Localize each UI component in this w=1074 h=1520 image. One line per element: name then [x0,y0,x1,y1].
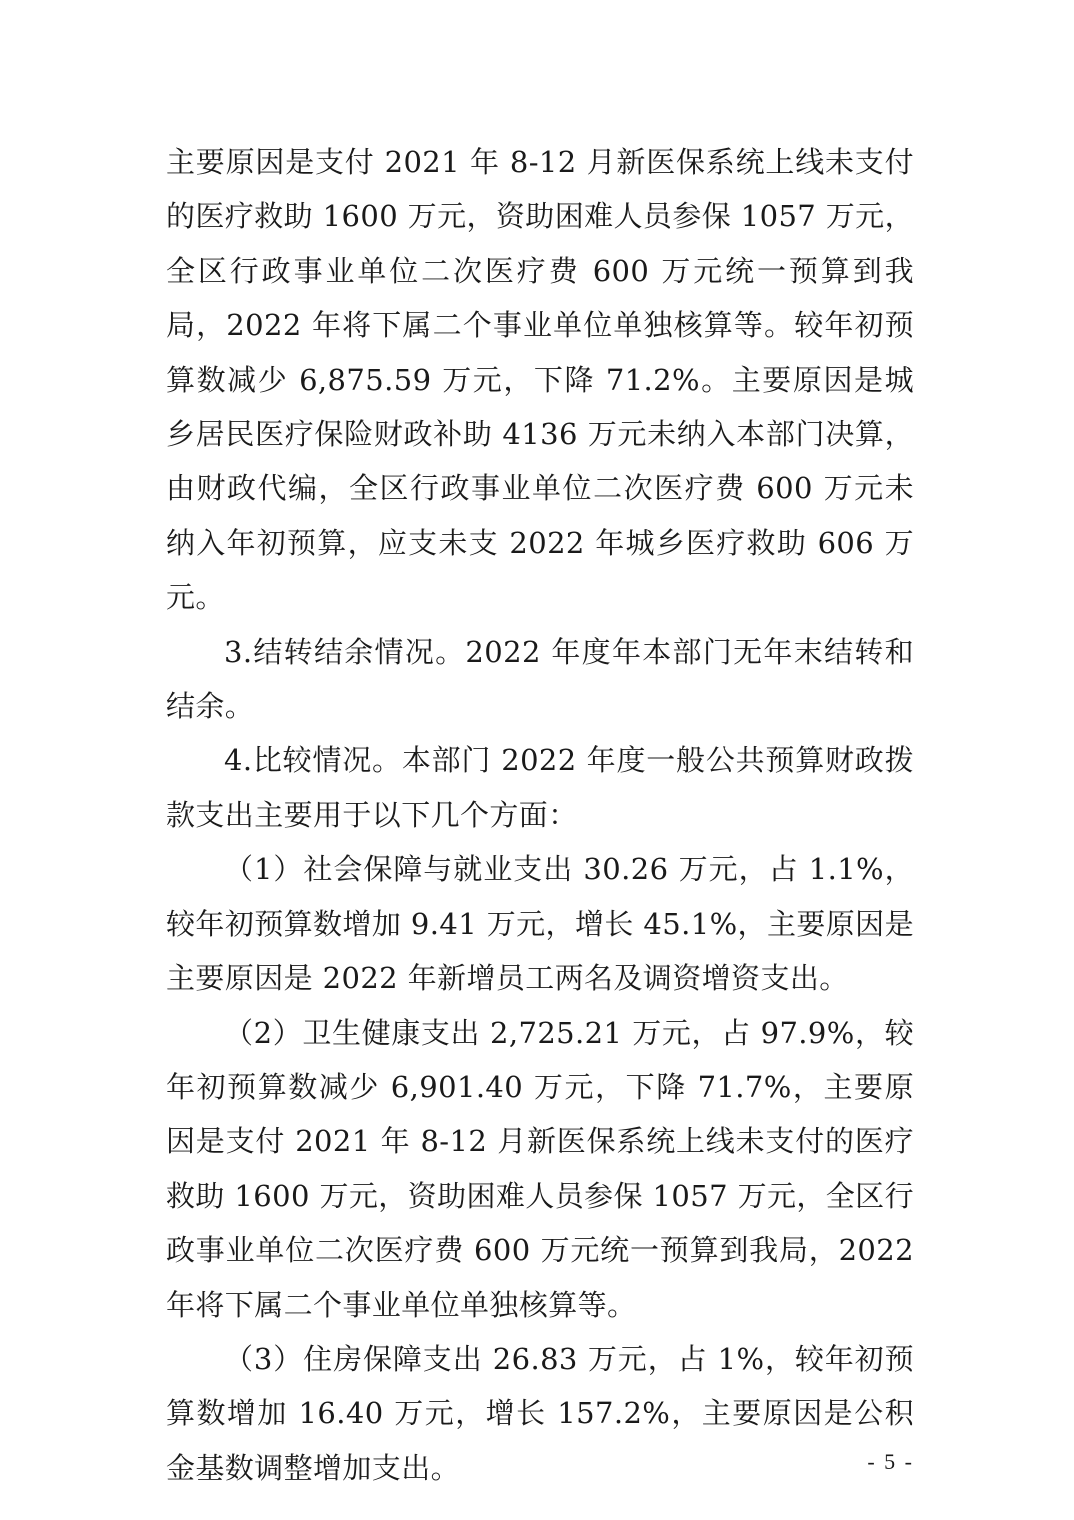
paragraph-continuation: 主要原因是支付 2021 年 8-12 月新医保系统上线未支付的医疗救助 1600 万元，资助困难人员参保 1057 万元，全区行政事业单位二次医疗费 600 万元统一预算到我局，2022 年将下属二个事业单位单独核算等。较年初预算数减少 6,875.59 万元，下降 71.2%。主要原因是城乡居民医疗保险财政补助 4136 万元未纳入本部门决算，由财政代编，全区行政事业单位二次医疗费 600 万元未纳入年初预算，应支未支 2022 年城乡医疗救助 606 万元。 [166,145,914,615]
paragraph-housing: （3）住房保障支出 26.83 万元，占 1%，较年初预算数增加 16.40 万元，增长 157.2%，主要原因是公积金基数调整增加支出。 [166,1341,914,1485]
paragraph-health: （2）卫生健康支出 2,725.21 万元，占 97.9%，较年初预算数减少 6,901.40 万元，下降 71.7%，主要原因是支付 2021 年 8-12 月新医保系统上线未支付的医疗救助 1600 万元，资助困难人员参保 1057 万元，全区行政事业单位二次医疗费 600 万元统一预算到我局，2022 年将下属二个事业单位单独核算等。 [166,1015,914,1322]
paragraph-social-security: （1）社会保障与就业支出 30.26 万元，占 1.1%，较年初预算数增加 9.41 万元，增长 45.1%，主要原因是主要原因是 2022 年新增员工两名及调资增资支出。 [166,852,914,996]
paragraph-comparison: 4.比较情况。本部门 2022 年度一般公共预算财政拨款支出主要用于以下几个方面： [166,743,914,832]
body-text [166,135,914,1495]
page-number: - 5 - [867,1449,914,1474]
paragraph-carryover-balance: 3.结转结余情况。2022 年度年本部门无年末结转和结余。 [166,634,914,724]
